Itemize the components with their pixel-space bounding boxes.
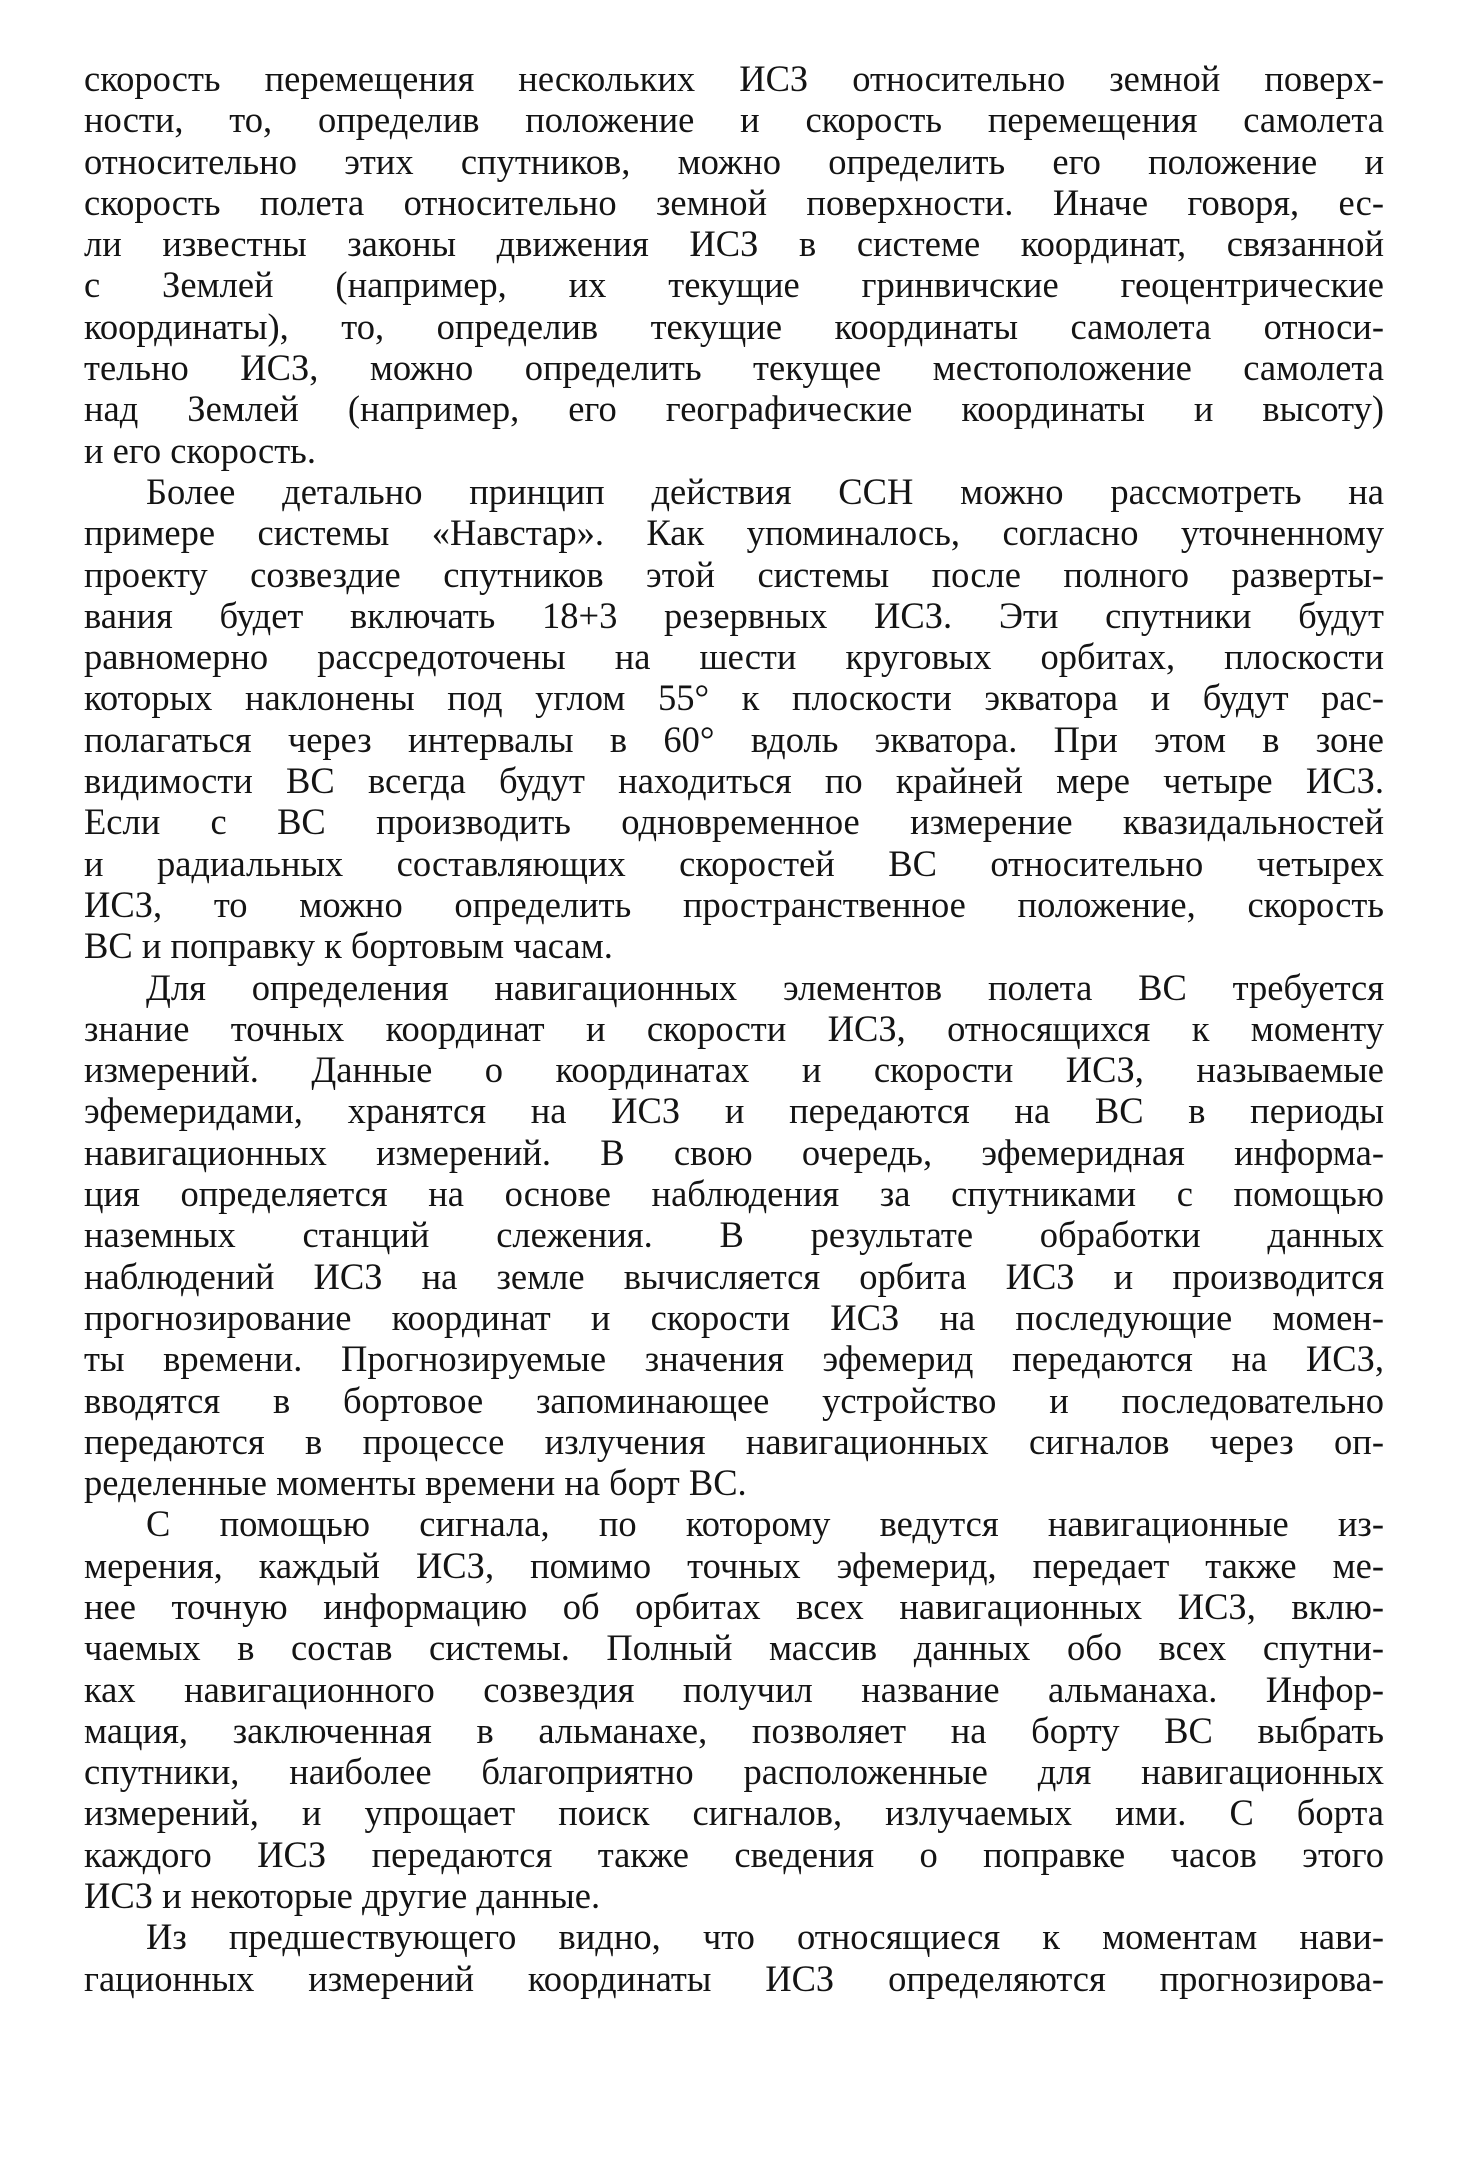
text-line: вания будет включать 18+3 резервных ИСЗ. Эти спутники будут xyxy=(84,594,1384,636)
text-line: равномерно рассредоточены на шести круговых орбитах, плоскости xyxy=(84,636,1384,678)
text-line: ВС и поправку к бортовым часам. xyxy=(84,925,613,967)
paragraph-3 xyxy=(84,967,1384,1504)
text-line: ках навигационного созвездия получил название альманаха. Инфор- xyxy=(84,1668,1384,1710)
text-line: вводятся в бортовое запоминающее устройство и последовательно xyxy=(84,1379,1384,1421)
text-line: наземных станций слежения. В результате обработки данных xyxy=(84,1214,1384,1256)
text-line: относительно этих спутников, можно определить его положение и xyxy=(84,140,1384,182)
paragraph-1 xyxy=(84,58,1384,471)
text-line: чаемых в состав системы. Полный массив данных обо всех спутни- xyxy=(84,1627,1384,1669)
text-line: Из предшествующего видно, что относящиеся к моментам нави- xyxy=(146,1916,1384,1958)
text-line: прогнозирование координат и скорости ИСЗ на последующие момен- xyxy=(84,1296,1384,1338)
text-line: видимости ВС всегда будут находиться по крайней мере четыре ИСЗ. xyxy=(84,760,1384,802)
text-line: спутники, наиболее благоприятно расположенные для навигационных xyxy=(84,1751,1384,1793)
text-line: скорость перемещения нескольких ИСЗ относительно земной поверх- xyxy=(84,58,1384,99)
text-line: ИСЗ, то можно определить пространственное положение, скорость xyxy=(84,883,1384,925)
text-line: ИСЗ и некоторые другие данные. xyxy=(84,1875,601,1917)
text-line: измерений, и упрощает поиск сигналов, излучаемых ими. С борта xyxy=(84,1792,1384,1834)
text-line: и его скорость. xyxy=(84,429,316,471)
text-line: проекту созвездие спутников этой системы после полного разверты- xyxy=(84,553,1384,595)
text-line: координаты), то, определив текущие координаты самолета относи- xyxy=(84,305,1384,347)
text-line: ты времени. Прогнозируемые значения эфемерид передаются на ИСЗ, xyxy=(84,1338,1384,1380)
text-line: Если с ВС производить одновременное измерение квазидальностей xyxy=(84,801,1384,843)
text-line: и радиальных составляющих скоростей ВС относительно четырех xyxy=(84,842,1384,884)
text-line: передаются в процессе излучения навигационных сигналов через оп- xyxy=(84,1420,1384,1462)
text-line: над Землей (например, его географические координаты и высоту) xyxy=(84,388,1384,430)
document-page xyxy=(84,58,1384,1999)
text-line: мация, заключенная в альманахе, позволяет на борту ВС выбрать xyxy=(84,1709,1384,1751)
text-line: гационных измерений координаты ИСЗ определяются прогнозирова- xyxy=(84,1957,1384,1999)
text-line: которых наклонены под углом 55° к плоскости экватора и будут рас- xyxy=(84,677,1384,719)
text-line: наблюдений ИСЗ на земле вычисляется орбита ИСЗ и производится xyxy=(84,1255,1384,1297)
text-line: ределенные моменты времени на борт ВС. xyxy=(84,1462,747,1504)
text-line: полагаться через интервалы в 60° вдоль экватора. При этом в зоне xyxy=(84,718,1384,760)
text-line: ли известны законы движения ИСЗ в системе координат, связанной xyxy=(84,223,1384,265)
text-line: эфемеридами, хранятся на ИСЗ и передаются на ВС в периоды xyxy=(84,1090,1384,1132)
text-line: навигационных измерений. В свою очередь, эфемеридная информа- xyxy=(84,1131,1384,1173)
text-line: ности, то, определив положение и скорость перемещения самолета xyxy=(84,99,1384,141)
text-line: Для определения навигационных элементов полета ВС требуется xyxy=(146,966,1384,1008)
text-line: мерения, каждый ИСЗ, помимо точных эфемерид, передает также ме- xyxy=(84,1544,1384,1586)
paragraph-4 xyxy=(84,1503,1384,1916)
text-line: скорость полета относительно земной поверхности. Иначе говоря, ес- xyxy=(84,181,1384,223)
text-line: Более детально принцип действия ССН можно рассмотреть на xyxy=(146,470,1384,512)
text-line: примере системы «Навстар». Как упоминалось, согласно уточненному xyxy=(84,512,1384,554)
paragraph-2 xyxy=(84,471,1384,967)
text-line: ция определяется на основе наблюдения за спутниками с помощью xyxy=(84,1173,1384,1215)
text-line: знание точных координат и скорости ИСЗ, относящихся к моменту xyxy=(84,1007,1384,1049)
text-line: измерений. Данные о координатах и скорости ИСЗ, называемые xyxy=(84,1049,1384,1091)
text-line: тельно ИСЗ, можно определить текущее местоположение самолета xyxy=(84,347,1384,389)
text-line: с Землей (например, их текущие гринвичские геоцентрические xyxy=(84,264,1384,306)
paragraph-5 xyxy=(84,1916,1384,1999)
text-line: каждого ИСЗ передаются также сведения о поправке часов этого xyxy=(84,1833,1384,1875)
text-line: нее точную информацию об орбитах всех навигационных ИСЗ, вклю- xyxy=(84,1585,1384,1627)
text-line: С помощью сигнала, по которому ведутся навигационные из- xyxy=(146,1503,1384,1545)
